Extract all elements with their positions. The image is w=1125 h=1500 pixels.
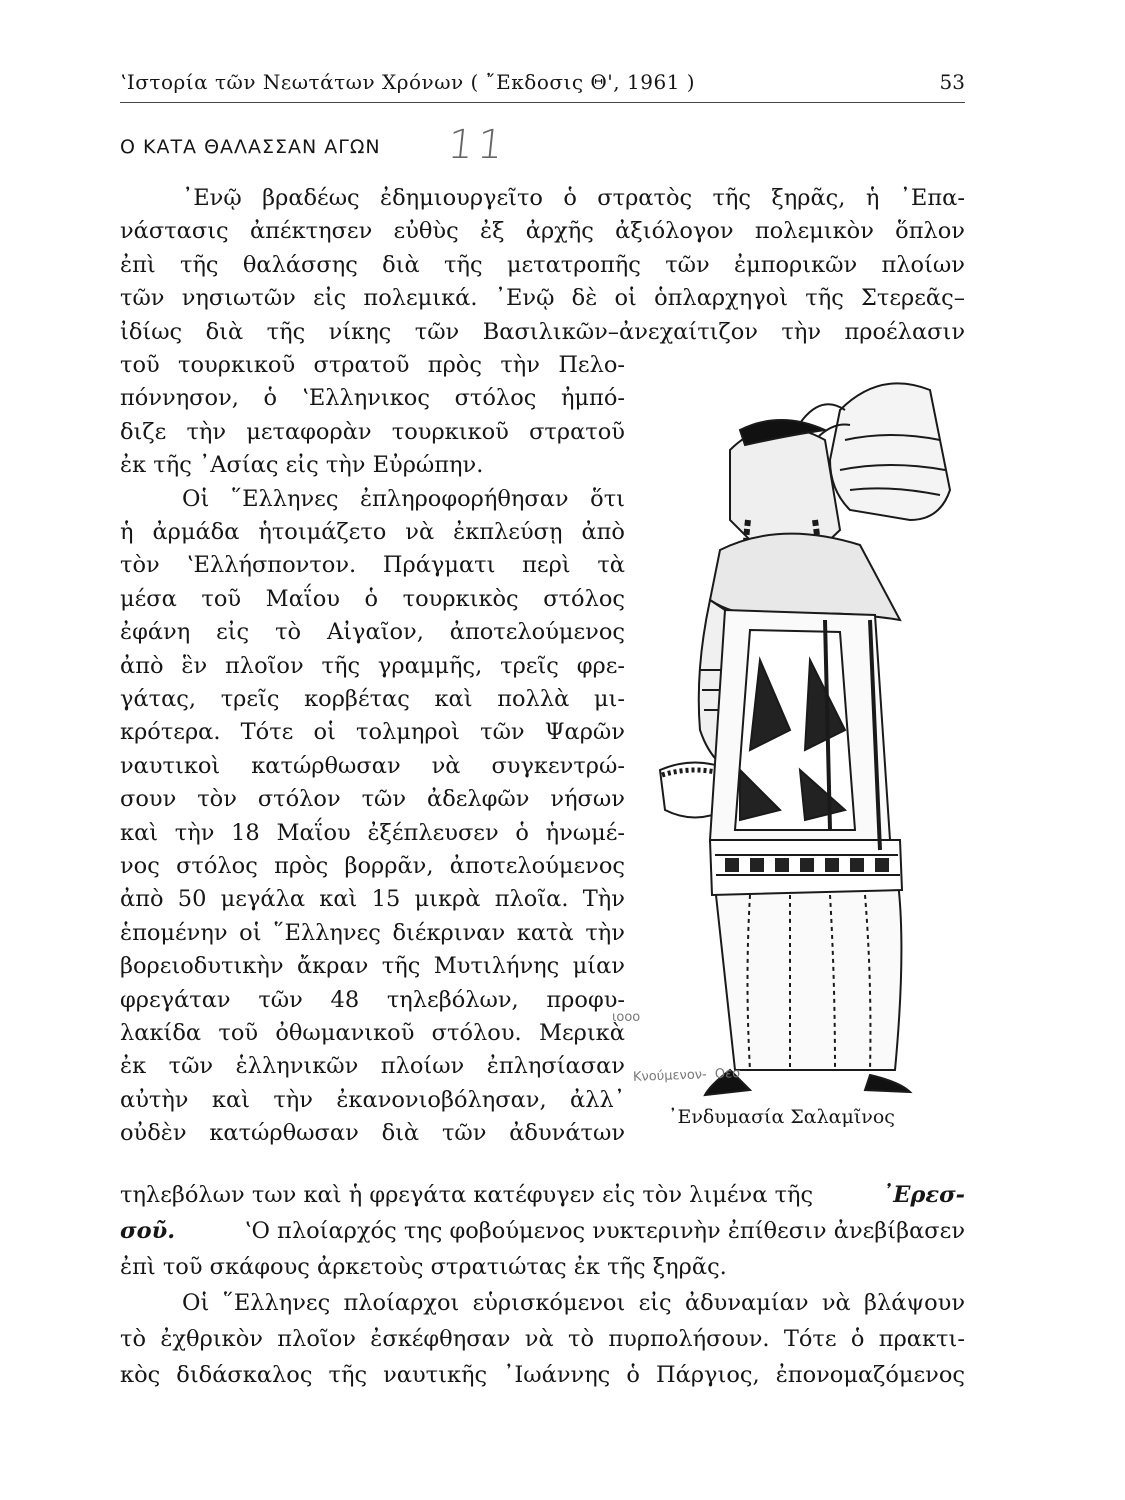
- text-line: [120, 848, 625, 884]
- word: τρεῖς: [500, 652, 559, 679]
- word: ἀποτελούμενος: [449, 619, 625, 646]
- text-line: [120, 1249, 965, 1285]
- word: εἰς: [216, 619, 250, 646]
- word: ὅτι: [590, 485, 625, 512]
- word: Οἱ: [182, 485, 210, 512]
- word: Μαΐου: [276, 819, 351, 846]
- word: Τὴν: [582, 886, 625, 913]
- word: μέσα: [120, 585, 177, 612]
- word: τὴν: [500, 352, 540, 378]
- word: ἐπλησίασαν: [486, 1053, 625, 1080]
- word: κορβέτας: [304, 686, 410, 712]
- header-title: ʽΙστορία τῶν Νεωτάτων Χρόνων ( ῎Εκδοσις Θ', 1961 ): [120, 70, 696, 94]
- word: ὁπλαρχηγοὶ: [654, 285, 789, 312]
- word: Μαΐου: [265, 585, 340, 612]
- word: τῆς: [381, 953, 421, 980]
- text-line: [120, 1015, 625, 1051]
- word: ἐκανονιοβόλησαν,: [336, 1086, 547, 1113]
- word: διὰ: [381, 1120, 420, 1147]
- word: τὸ: [275, 619, 302, 646]
- word: οὐδὲν: [120, 1120, 187, 1147]
- text-line: [120, 614, 625, 650]
- word: τῆς: [712, 185, 751, 211]
- word: περὶ: [522, 552, 571, 579]
- word: στόλος: [454, 385, 537, 412]
- word: στόλος: [543, 585, 625, 612]
- word: ἐκ: [120, 1053, 147, 1080]
- word: τὸ: [568, 1326, 594, 1352]
- text-line: [120, 280, 965, 316]
- word: πολεμικά.: [363, 285, 478, 312]
- word: πλοίων: [881, 251, 965, 278]
- word: ᾿Ενῷ: [494, 285, 555, 312]
- word: νος: [120, 853, 160, 879]
- word: τὰ: [597, 552, 625, 579]
- text-line: [120, 681, 625, 717]
- word: βορειοδυτικὴν: [120, 953, 284, 980]
- text-line: [120, 1082, 625, 1118]
- word: συγκεντρώ-: [491, 752, 625, 779]
- text-line: [120, 1213, 965, 1249]
- word: νάστασις: [120, 218, 229, 245]
- word: πλοῖον: [277, 1326, 356, 1352]
- word: πλοίων: [380, 1053, 465, 1080]
- word: ʽΕλλήσποντον.: [186, 552, 357, 579]
- word: τὴν: [186, 418, 227, 445]
- word: ἠμπό-: [560, 385, 625, 412]
- word: καὶ: [434, 686, 473, 712]
- word: σουν: [120, 786, 177, 813]
- word: τοῦ: [218, 1020, 259, 1046]
- word: ἡ: [120, 519, 134, 545]
- text-line: [120, 1115, 625, 1151]
- word: τρεῖς: [220, 686, 280, 712]
- word: πρὸς: [427, 352, 482, 378]
- word: Μερικὰ: [538, 1020, 625, 1046]
- line-text: ἐκ τῆς ᾿Ασίας εἰς τὴν Εὐρώπην.: [120, 452, 484, 479]
- word: ἐξέπλευσεν: [367, 819, 499, 846]
- word: ἐσκέφθησαν: [370, 1326, 511, 1352]
- text-line: [120, 514, 625, 550]
- word: ναυτικοὶ: [120, 752, 221, 779]
- word: αὐτὴν: [120, 1086, 189, 1113]
- word: ἀρμάδα: [152, 519, 240, 545]
- word: δὲ: [571, 285, 598, 312]
- word: ἀδελφῶν: [427, 786, 530, 813]
- running-header: [120, 62, 965, 103]
- word: ὁ: [850, 1326, 865, 1352]
- word: ἐξ: [480, 218, 505, 245]
- word: ξηρᾶς,: [771, 185, 846, 211]
- word: τῶν: [361, 786, 407, 813]
- word: καὶ: [120, 819, 159, 846]
- word: πολλὰ: [497, 686, 570, 712]
- text-line: [120, 781, 625, 817]
- word: ἡ: [865, 185, 880, 211]
- word: τὴν: [174, 819, 215, 846]
- word: μεγάλα: [220, 886, 306, 913]
- word: Πελο-: [558, 352, 625, 378]
- word: Αἰγαῖον,: [326, 619, 424, 646]
- text-line: [120, 748, 625, 784]
- word: στρατοῦ: [529, 418, 625, 445]
- page-number: 53: [939, 70, 965, 94]
- handwritten-note-part: Κνούμενον-: [632, 1067, 707, 1085]
- text-line: [120, 247, 965, 283]
- word: ἡτοιμάζετο: [258, 519, 387, 545]
- text-line: [120, 347, 625, 383]
- word: ᾿Ενῷ: [182, 185, 242, 211]
- text-line: [120, 213, 965, 249]
- text-line: [120, 982, 625, 1018]
- word: τῶν: [414, 318, 460, 345]
- word: ἐδημιουργεῖτο: [380, 185, 543, 211]
- line-text: τηλεβόλων των καὶ ἡ φρεγάτα κατέφυγεν εἰς τὸν λιμένα τῆς: [120, 1182, 814, 1208]
- place-name-italic: σοῦ.: [120, 1218, 176, 1244]
- text-line: [120, 447, 625, 483]
- text-line: [120, 314, 965, 350]
- word: ῞Ελληνες: [273, 919, 381, 946]
- handwritten-note-part: Οεσ: [714, 1066, 741, 1083]
- word: οἱ: [614, 285, 637, 312]
- word: κατώρθωσαν: [209, 1120, 359, 1147]
- text-line: [120, 1357, 965, 1393]
- word: ἓν: [181, 652, 208, 679]
- word: γάτας,: [120, 686, 197, 712]
- word: Τότε: [240, 719, 294, 746]
- text-line: [120, 581, 625, 617]
- text-line: [120, 180, 965, 216]
- word: τῶν: [480, 719, 525, 746]
- word: ἄκραν: [296, 953, 369, 980]
- word: ᾿Ιωάννης: [503, 1362, 611, 1388]
- word: γραμμῆς,: [377, 652, 483, 679]
- word: 48: [330, 986, 360, 1013]
- word: εἰς: [638, 1290, 672, 1316]
- word: πρακτι-: [878, 1326, 965, 1352]
- word: προέλασιν: [844, 318, 965, 345]
- section-heading: Ο ΚΑΤΑ ΘΑΛΑΣΣΑΝ ΑΓΩΝ: [120, 136, 381, 158]
- word: ἀξιόλογον: [615, 218, 734, 245]
- word: οἱ: [313, 719, 336, 746]
- word: διέκριναν: [392, 919, 506, 946]
- word: Πράγματι: [382, 552, 496, 579]
- word: τῶν: [441, 1120, 487, 1147]
- word: καὶ: [211, 1086, 250, 1113]
- word: μίαν: [572, 953, 625, 980]
- word: Στερεᾶς–: [861, 285, 965, 312]
- word: στόλος: [176, 853, 258, 879]
- word: λακίδα: [120, 1020, 202, 1046]
- word: πόννησον,: [120, 385, 239, 412]
- word: ὁ: [563, 185, 577, 211]
- word: 18: [231, 819, 260, 846]
- word: ὁ: [364, 585, 379, 612]
- handwritten-note: ιοοο: [612, 1010, 641, 1025]
- word: τουρκικὸς: [402, 585, 519, 612]
- word: τῆς: [266, 318, 306, 345]
- word: τοῦ: [201, 585, 242, 612]
- word: διζε: [120, 418, 167, 445]
- word: βλάψουν: [863, 1290, 965, 1316]
- word: τὸν: [120, 552, 160, 579]
- word: ἀρχῆς: [525, 218, 594, 245]
- word: κρότερα.: [120, 719, 221, 746]
- text-line: [120, 881, 625, 917]
- line-text: ʽΟ πλοίαρχός της φοβούμενος νυκτερινὴν ἐπίθεσιν ἀνεβίβασεν: [244, 1218, 965, 1244]
- word: κατὰ: [516, 919, 574, 946]
- word: ἀπέκτησεν: [249, 218, 373, 245]
- word: ἰδίως: [120, 318, 183, 345]
- word: τολμηροὶ: [356, 719, 460, 746]
- word: ὁ: [515, 819, 529, 846]
- word: ʽΕλληνικος: [301, 385, 430, 412]
- word: τῶν: [168, 1053, 214, 1080]
- word: ἑπομένην: [120, 919, 228, 946]
- word: βραδέως: [262, 185, 360, 211]
- word: τῆς: [805, 285, 844, 312]
- word: μικρὰ: [414, 886, 481, 913]
- word: ἐχθρικὸν: [160, 1326, 263, 1352]
- word: Μυτιλήνης: [433, 953, 560, 980]
- text-line: [120, 380, 625, 416]
- text-line: [120, 948, 625, 984]
- text-line: [120, 547, 625, 583]
- word: ἀπὸ: [581, 519, 625, 545]
- word: Τότε: [783, 1326, 837, 1352]
- word: ἑλληνικῶν: [235, 1053, 359, 1080]
- word: ᾿Επα-: [899, 185, 965, 211]
- word: νήσων: [550, 786, 625, 813]
- costume-illustration: [640, 370, 970, 1110]
- word: ῞Ελληνες: [222, 1290, 331, 1316]
- text-line: [120, 1321, 965, 1357]
- word: νησιωτῶν: [181, 285, 296, 312]
- word: νίκης: [328, 318, 392, 345]
- word: θαλάσσης: [242, 251, 358, 278]
- word: τῶν: [120, 285, 165, 312]
- word: τῆς: [180, 251, 219, 278]
- word: τῶν: [258, 986, 303, 1013]
- word: φρε-: [576, 652, 625, 679]
- word: τὸ: [120, 1326, 146, 1352]
- line-text: ἐπὶ τοῦ σκάφους ἀρκετοὺς στρατιώτας ἐκ τῆς ξηρᾶς.: [120, 1254, 727, 1280]
- word: οἱ: [239, 919, 262, 946]
- word: τὴν: [273, 1086, 313, 1113]
- word: Πάργιος,: [656, 1362, 760, 1388]
- word: τὸν: [197, 786, 237, 813]
- word: τῆς: [328, 1362, 368, 1388]
- word: πολεμικὸν: [754, 218, 874, 245]
- word: ἀδυναμίαν: [684, 1290, 809, 1316]
- word: νὰ: [524, 1326, 554, 1352]
- text-line: [120, 481, 625, 517]
- word: ὁ: [263, 385, 278, 412]
- word: ῞Ελληνες: [230, 485, 339, 512]
- word: πλοῖον: [225, 652, 304, 679]
- word: ἐκπλεύσῃ: [453, 519, 563, 545]
- word: Βασιλικῶν–ἀνεχαίτιζον: [482, 318, 758, 345]
- word: Ψαρῶν: [544, 719, 625, 746]
- text-line: [120, 815, 625, 851]
- word: στρατὸς: [597, 185, 693, 211]
- word: ὀθωμανικοῦ: [275, 1020, 415, 1046]
- word: πλοίαρχοι: [343, 1290, 460, 1316]
- word: στόλου.: [431, 1020, 522, 1046]
- word: Οἱ: [182, 1290, 210, 1316]
- word: τὴν: [585, 919, 625, 946]
- word: εὑρισκόμενοι: [472, 1290, 626, 1316]
- word: ἀδυνάτων: [509, 1120, 625, 1147]
- word: εὐθὺς: [393, 218, 459, 245]
- word: νὰ: [821, 1290, 851, 1316]
- word: ναυτικῆς: [383, 1362, 488, 1388]
- word: μετατροπῆς: [506, 251, 641, 278]
- word: κὸς: [120, 1362, 161, 1388]
- word: τουρκικοῦ: [391, 418, 509, 445]
- word: ἐπὶ: [120, 251, 156, 278]
- word: τῆς: [321, 652, 361, 679]
- word: ἀπὸ: [120, 652, 164, 679]
- word: διὰ: [205, 318, 244, 345]
- pencil-annotation: 11: [445, 122, 510, 168]
- word: 50: [177, 886, 207, 913]
- word: μεταφορὰν: [246, 418, 372, 445]
- word: ὁ: [626, 1362, 640, 1388]
- illustration-caption: ᾿Ενδυμασία Σαλαμῖνος: [668, 1106, 895, 1128]
- word: τῆς: [444, 251, 483, 278]
- word: διὰ: [382, 251, 420, 278]
- word: φρεγάταν: [120, 986, 231, 1013]
- word: βορρᾶν,: [344, 853, 434, 879]
- word: κατώρθωσαν: [251, 752, 401, 779]
- word: τὴν: [781, 318, 821, 345]
- text-line: [120, 1048, 625, 1084]
- word: ἀπὸ: [120, 886, 164, 913]
- word: τουρκικοῦ: [178, 352, 296, 378]
- word: καὶ: [319, 886, 358, 913]
- word: προφυ-: [546, 986, 625, 1013]
- word: ἀλλ᾿: [570, 1086, 625, 1113]
- word: τοῦ: [120, 352, 160, 378]
- text-line: [120, 1177, 965, 1213]
- word: 15: [371, 886, 401, 913]
- word: ἐπληροφορήθησαν: [359, 485, 569, 512]
- text-line: [120, 714, 625, 750]
- word: πυρπολήσουν.: [608, 1326, 770, 1352]
- word: ἐφάνη: [120, 619, 191, 646]
- text-line: [120, 414, 625, 450]
- word: ὅπλον: [895, 218, 965, 245]
- word: πρὸς: [274, 853, 329, 879]
- text-line: [120, 648, 625, 684]
- word: διδάσκαλος: [176, 1362, 313, 1388]
- word: πλοῖα.: [494, 886, 569, 913]
- word: στρατοῦ: [313, 352, 410, 378]
- word: εἰς: [313, 285, 347, 312]
- word: τῶν: [665, 251, 710, 278]
- text-line: [120, 915, 625, 951]
- word: ἀποτελούμενος: [449, 853, 625, 879]
- word: ἐμπορικῶν: [734, 251, 858, 278]
- word: ἡνωμέ-: [545, 819, 625, 846]
- word: στόλον: [257, 786, 341, 813]
- word: τηλεβόλων,: [386, 986, 519, 1013]
- word: ἐπονομαζόμενος: [775, 1362, 965, 1388]
- word: νὰ: [405, 519, 435, 545]
- text-line: [120, 1285, 965, 1321]
- word: νὰ: [431, 752, 461, 779]
- word: μι-: [593, 686, 625, 712]
- place-name-italic: ᾿Ερεσ-: [882, 1182, 965, 1208]
